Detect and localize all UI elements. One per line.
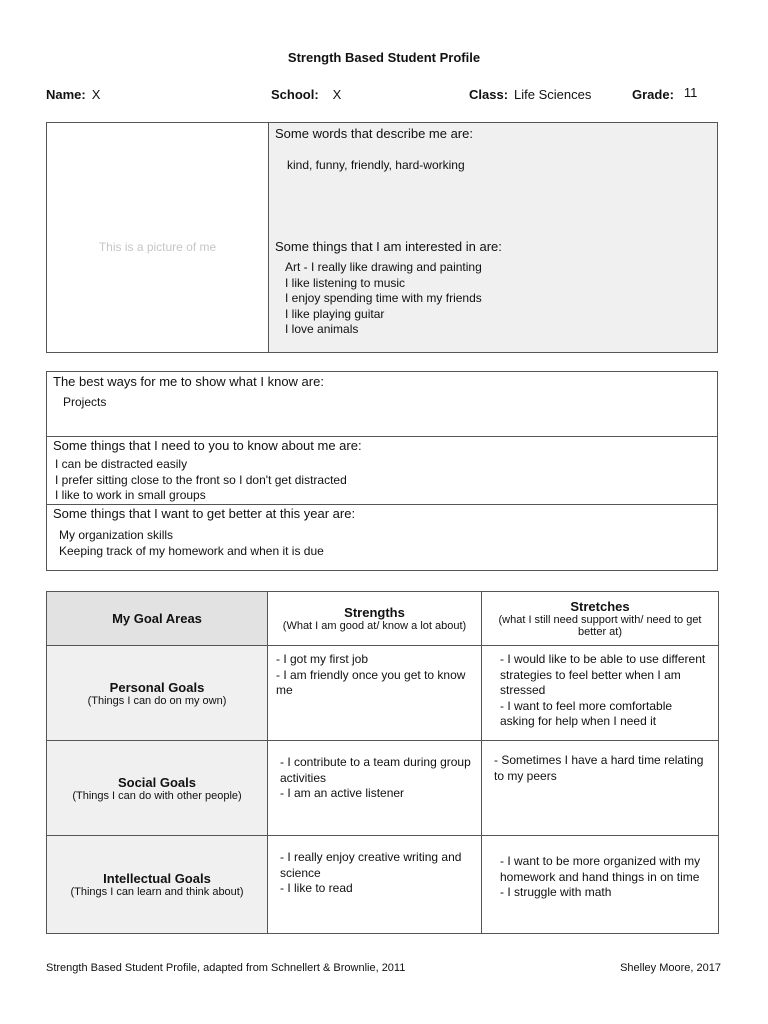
class-field bbox=[469, 87, 591, 102]
list-item: I like listening to music bbox=[285, 275, 406, 290]
school-value: X bbox=[332, 87, 342, 102]
grade-field bbox=[632, 87, 697, 102]
list-item: I like to work in small groups bbox=[55, 488, 206, 502]
list-item: I can be distracted easily bbox=[55, 457, 188, 471]
table-row bbox=[47, 646, 719, 741]
document-title: Strength Based Student Profile bbox=[287, 50, 481, 65]
table-header-row bbox=[47, 592, 719, 646]
describe-question: Some words that describe me are: bbox=[275, 126, 473, 141]
need-know-question: Some things that I need to you to know about me are: bbox=[53, 438, 362, 453]
name-field bbox=[46, 87, 100, 102]
grade-label: Grade: bbox=[632, 87, 674, 102]
goal-areas-header: My Goal Areas bbox=[47, 592, 268, 646]
stretches-cell: - I want to be more organized with my homework and hand things in on time - I struggle with math bbox=[482, 836, 719, 934]
name-label: Name: bbox=[46, 87, 86, 102]
stretches-subtitle: (what I still need support with/ need to get better at) bbox=[498, 614, 702, 638]
list-item: My organization skills bbox=[59, 528, 174, 542]
show-know-answer: Projects bbox=[63, 395, 107, 409]
better-question: Some things that I want to get better at this year are: bbox=[53, 506, 356, 521]
list-item: I enjoy spending time with my friends bbox=[285, 291, 482, 305]
strengths-subtitle: (What I am good at/ know a lot about) bbox=[282, 620, 467, 632]
stretches-cell: - Sometimes I have a hard time relating to my peers bbox=[482, 741, 719, 836]
grade-value: 11 bbox=[683, 85, 698, 100]
goal-area-personal: Personal Goals (Things I can do on my own) bbox=[47, 646, 268, 741]
learning-box bbox=[46, 371, 718, 571]
strengths-header bbox=[268, 592, 482, 646]
goal-area-intellectual: Intellectual Goals (Things I can learn and think about) bbox=[47, 836, 268, 934]
list-item: I like playing guitar bbox=[285, 306, 385, 321]
need-know-section bbox=[47, 437, 717, 505]
stretches-title: Stretches bbox=[570, 599, 630, 614]
picture-area bbox=[47, 123, 269, 352]
footer-source: Strength Based Student Profile, adapted from Schnellert & Brownlie, 2011 bbox=[46, 962, 406, 974]
show-know-question: The best ways for me to show what I know are: bbox=[53, 374, 324, 389]
list-item: Keeping track of my homework and when it is due bbox=[59, 543, 324, 558]
list-item: I prefer sitting close to the front so I don't get distracted bbox=[55, 472, 347, 487]
strengths-cell: - I contribute to a team during group activities - I am an active listener bbox=[268, 741, 482, 836]
describe-answer: kind, funny, friendly, hard-working bbox=[287, 158, 465, 172]
list-item: Art - I really like drawing and painting bbox=[285, 260, 482, 274]
name-value: X bbox=[91, 87, 101, 102]
strengths-cell: - I got my first job - I am friendly once you get to know me bbox=[268, 646, 482, 741]
class-label: Class: bbox=[469, 87, 509, 102]
table-row bbox=[47, 836, 719, 934]
class-value: Life Sciences bbox=[514, 87, 592, 102]
need-know-list bbox=[55, 457, 347, 504]
better-section bbox=[47, 505, 717, 570]
stretches-cell: - I would like to be able to use different strategies to feel better when I am stressed - I want to feel more comfortable asking for help when I need it bbox=[482, 646, 719, 741]
footer-author: Shelley Moore, 2017 bbox=[620, 962, 721, 974]
school-label: School: bbox=[271, 87, 319, 102]
list-item: I love animals bbox=[285, 322, 359, 336]
about-me-panel bbox=[269, 123, 717, 352]
interests-list bbox=[285, 260, 482, 338]
better-list bbox=[59, 528, 324, 559]
school-field bbox=[271, 87, 341, 102]
goal-area-social: Social Goals (Things I can do with other people) bbox=[47, 741, 268, 836]
strengths-cell: - I really enjoy creative writing and science - I like to read bbox=[268, 836, 482, 934]
strengths-title: Strengths bbox=[344, 605, 405, 620]
about-me-box bbox=[46, 122, 718, 353]
picture-placeholder: This is a picture of me bbox=[98, 240, 217, 254]
goals-table bbox=[46, 591, 719, 934]
show-know-section bbox=[47, 372, 717, 437]
interests-question: Some things that I am interested in are: bbox=[275, 239, 502, 254]
table-row bbox=[47, 741, 719, 836]
stretches-header bbox=[482, 592, 719, 646]
